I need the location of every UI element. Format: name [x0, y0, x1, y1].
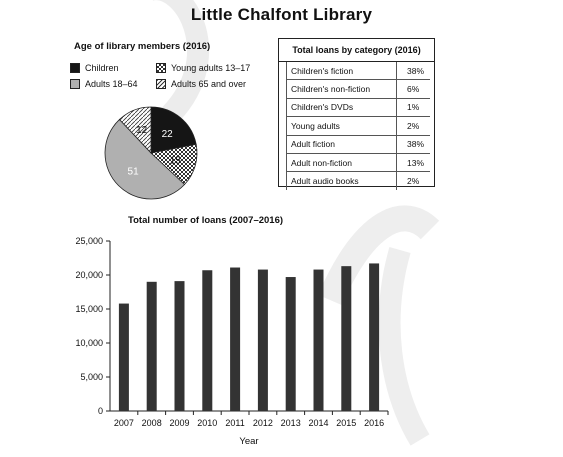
x-tick-label: 2008: [141, 418, 162, 428]
page-title: Little Chalfont Library: [190, 5, 373, 24]
table-cell-category: Young adults: [286, 117, 396, 134]
x-tick-label: 2012: [252, 418, 273, 428]
table-cell-category: Adult fiction: [286, 136, 396, 153]
legend-label-children: Children: [85, 63, 119, 73]
y-tick-label: 5,000: [80, 372, 103, 382]
x-axis-label: Year: [239, 436, 259, 447]
pie-slice-label: 15: [169, 155, 181, 167]
y-tick-label: 10,000: [75, 338, 103, 348]
pie-slice-label: 51: [127, 166, 139, 178]
x-tick-label: 2015: [336, 418, 357, 428]
legend-label-seniors: Adults 65 and over: [171, 79, 247, 89]
pie-slice-label: 12: [136, 124, 148, 136]
bar-2007: [119, 304, 129, 411]
table-cell-value: 6%: [396, 80, 430, 97]
bar-2011: [230, 268, 240, 411]
x-tick-label: 2011: [225, 418, 245, 428]
bar-2016: [369, 263, 379, 411]
x-tick-label: 2010: [197, 418, 218, 428]
x-tick-label: 2009: [169, 418, 190, 428]
bar-2014: [313, 270, 323, 411]
y-tick-label: 0: [97, 406, 103, 416]
legend-label-young-adults: Young adults 13–17: [171, 63, 251, 73]
table-cell-value: 1%: [396, 99, 430, 116]
x-tick-label: 2016: [364, 418, 385, 428]
table-cell-category: Adult audio books: [286, 172, 396, 189]
table-cell-value: 38%: [396, 136, 430, 153]
table-cell-value: 2%: [396, 172, 430, 189]
bar-2009: [174, 281, 184, 411]
table-cell-category: Children's non-fiction: [286, 80, 396, 97]
bar-chart-title: Total number of loans (2007–2016): [128, 215, 284, 226]
table-cell-value: 38%: [396, 62, 430, 79]
table-cell-category: Children's fiction: [286, 62, 396, 79]
y-tick-label: 15,000: [75, 304, 103, 314]
table-cell-category: Adult non-fiction: [286, 154, 396, 171]
x-tick-label: 2014: [308, 418, 329, 428]
table-title: Total loans by category (2016): [279, 39, 434, 62]
y-tick-label: 25,000: [75, 236, 103, 246]
y-tick-label: 20,000: [75, 270, 103, 280]
table-cell-category: Children's DVDs: [286, 99, 396, 116]
bar-2010: [202, 270, 212, 411]
table-cell-value: 13%: [396, 154, 430, 171]
legend-label-adults: Adults 18–64: [85, 79, 138, 89]
table-cell-value: 2%: [396, 117, 430, 134]
bar-2008: [147, 282, 157, 411]
pie-slice-label: 22: [161, 129, 173, 141]
bar-2015: [341, 266, 351, 411]
x-tick-label: 2013: [280, 418, 301, 428]
bar-2013: [286, 277, 296, 411]
bar-2012: [258, 270, 268, 411]
x-tick-label: 2007: [113, 418, 134, 428]
pie-chart-title: Age of library members (2016): [74, 41, 211, 52]
